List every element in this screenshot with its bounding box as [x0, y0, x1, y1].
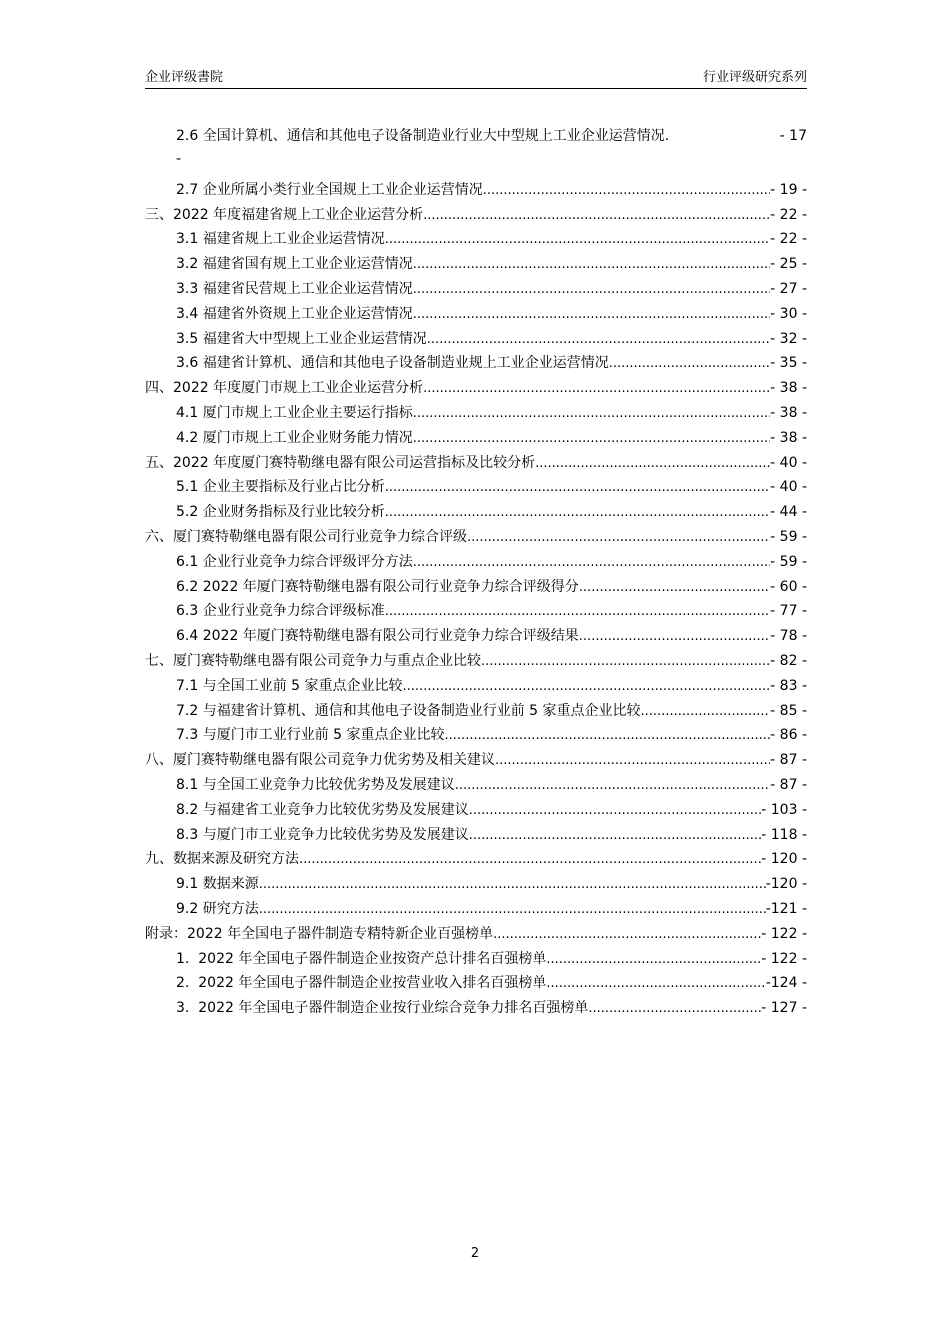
- toc-entry-number: 八、: [145, 752, 173, 769]
- toc-entry-page: - 59 -: [770, 553, 807, 570]
- toc-entry-number: 8.3: [176, 826, 203, 843]
- toc-dot-leader: [546, 975, 765, 992]
- toc-entry-title: 与福建省计算机、通信和其他电子设备制造业行业前 5 家重点企业比较: [202, 702, 641, 719]
- toc-dot-leader: [427, 331, 770, 348]
- toc-entry-number: 九、: [145, 851, 173, 868]
- toc-entry[interactable]: [145, 224, 807, 249]
- toc-entry-number: 1.: [176, 950, 199, 967]
- toc-entry[interactable]: [145, 596, 807, 621]
- toc-entry[interactable]: [145, 670, 807, 695]
- toc-entry-page: - 120 -: [761, 851, 807, 868]
- toc-entry-number: 6.3: [176, 603, 203, 620]
- toc-entry[interactable]: [145, 819, 807, 844]
- toc-dot-leader: [413, 306, 770, 323]
- toc-entry[interactable]: [145, 571, 807, 596]
- toc-entry-title: 福建省规上工业企业运营情况: [202, 231, 385, 248]
- toc-dot-leader: [641, 703, 771, 720]
- toc-entry-number: 4.2: [176, 429, 203, 446]
- toc-dot-leader: [535, 455, 770, 472]
- toc-entry-page: - 32 -: [770, 330, 807, 347]
- toc-entry-title: 福建省计算机、通信和其他电子设备制造业规上工业企业运营情况: [202, 355, 609, 372]
- toc-entry-title: 福建省大中型规上工业企业运营情况: [202, 330, 427, 347]
- toc-entry-page: - 77 -: [770, 603, 807, 620]
- toc-entry-page: - 103 -: [761, 801, 807, 818]
- toc-entry-page-continuation: -: [176, 151, 182, 167]
- page-header: [145, 66, 807, 89]
- toc-entry[interactable]: [145, 968, 807, 993]
- toc-entry-title: 研究方法: [202, 900, 259, 917]
- toc-entry[interactable]: [145, 174, 807, 199]
- toc-entry[interactable]: [145, 298, 807, 323]
- toc-dot-leader: [469, 802, 762, 819]
- toc-entry-number: 7.1: [176, 677, 203, 694]
- toc-entry-number: 四、: [145, 380, 173, 397]
- toc-entry-title: 2022 年全国电子器件制造企业按营业收入排名百强榜单: [198, 975, 547, 992]
- toc-entry-title: 数据来源及研究方法: [173, 851, 299, 868]
- toc-entry-page: -120 -: [765, 876, 807, 893]
- toc-entry-title: 2022 年全国电子器件制造专精特新企业百强榜单: [187, 925, 494, 942]
- toc-dot-leader: [609, 355, 770, 372]
- toc-entry[interactable]: [145, 918, 807, 943]
- toc-dot-leader: [579, 579, 770, 596]
- toc-entry-title: 企业所属小类行业全国规上工业企业运营情况: [202, 181, 483, 198]
- toc-entry-title: 2022 年度福建省规上工业企业运营分析: [173, 206, 424, 223]
- toc-entry-page: - 82 -: [770, 652, 807, 669]
- toc-entry-page: - 85 -: [770, 702, 807, 719]
- toc-entry-title: 2022 年全国电子器件制造企业按行业综合竞争力排名百强榜单: [198, 1000, 589, 1017]
- toc-entry-number: 3.6: [176, 355, 203, 372]
- header-right-text: 行业评级研究系列: [702, 70, 807, 85]
- toc-entry-number: 3.3: [176, 280, 203, 297]
- toc-entry[interactable]: [145, 844, 807, 869]
- toc-entry-title: 厦门市规上工业企业主要运行指标: [202, 404, 413, 421]
- toc-entry[interactable]: [145, 199, 807, 224]
- toc-entry-page: - 44 -: [770, 504, 807, 521]
- toc-entry-page: - 87 -: [770, 776, 807, 793]
- toc-entry-title: 福建省民营规上工业企业运营情况: [202, 280, 413, 297]
- toc-entry[interactable]: [145, 323, 807, 348]
- toc-entry-number: 9.1: [176, 876, 203, 893]
- toc-entry[interactable]: [145, 720, 807, 745]
- toc-entry-number: 9.2: [176, 900, 203, 917]
- toc-entry-number: 2.6: [176, 128, 203, 144]
- toc-entry-number: 8.1: [176, 776, 203, 793]
- toc-dot-leader: [413, 554, 770, 571]
- toc-entry-title: 企业主要指标及行业占比分析: [202, 479, 385, 496]
- toc-entry-number: 3.2: [176, 256, 203, 273]
- toc-entry-page: - 86 -: [770, 727, 807, 744]
- toc-entry[interactable]: [145, 496, 807, 521]
- toc-entry-number: 五、: [145, 454, 173, 471]
- toc-dot-leader: [413, 281, 770, 298]
- toc-entry-page: - 122 -: [761, 950, 807, 967]
- toc-entry-title: 厦门赛特勒继电器有限公司行业竞争力综合评级: [173, 528, 467, 545]
- toc-entry[interactable]: [145, 893, 807, 918]
- toc-entry[interactable]: [145, 472, 807, 497]
- toc-dot-leader: [546, 951, 761, 968]
- toc-entry[interactable]: [145, 348, 807, 373]
- toc-entry-page: - 59 -: [770, 528, 807, 545]
- toc-entry-number: 6.4: [176, 628, 203, 645]
- toc-dot-leader: [445, 727, 771, 744]
- toc-dot-leader: [259, 901, 766, 918]
- toc-entry-number: 七、: [145, 652, 173, 669]
- toc-entry-title: 福建省国有规上工业企业运营情况: [202, 256, 413, 273]
- toc-entry-page: - 22 -: [770, 206, 807, 223]
- toc-entry[interactable]: [145, 248, 807, 273]
- toc-dot-leader: [299, 851, 761, 868]
- toc-entry-title: 与全国工业前 5 家重点企业比较: [202, 677, 403, 694]
- toc-entry-page: - 30 -: [770, 305, 807, 322]
- toc-entry[interactable]: [145, 620, 807, 645]
- toc-entry-line: [176, 128, 807, 145]
- toc-entry[interactable]: [145, 124, 807, 174]
- toc-dot-leader: [469, 827, 762, 844]
- toc-entry-page: - 27 -: [770, 280, 807, 297]
- toc-entry-title: 企业行业竞争力综合评级标准: [202, 603, 385, 620]
- toc-entry-page: - 35 -: [770, 355, 807, 372]
- toc-entry-page: - 22 -: [770, 231, 807, 248]
- toc-entry[interactable]: [145, 273, 807, 298]
- toc-entry-page: - 25 -: [770, 256, 807, 273]
- toc-entry-number: 3.4: [176, 305, 203, 322]
- toc-entry-number: 三、: [145, 206, 173, 223]
- toc-entry[interactable]: [145, 372, 807, 397]
- toc-entry[interactable]: [145, 868, 807, 893]
- page-number: 2: [470, 1246, 480, 1261]
- toc-entry-page: -124 -: [765, 975, 807, 992]
- toc-entry-number: 8.2: [176, 801, 203, 818]
- toc-entry-page: - 38 -: [770, 404, 807, 421]
- toc-entry[interactable]: [145, 744, 807, 769]
- toc-dot-leader: [385, 504, 770, 521]
- toc-entry-page: -121 -: [765, 900, 807, 917]
- toc-entry[interactable]: [145, 546, 807, 571]
- toc-entry-page: - 40 -: [770, 479, 807, 496]
- toc-entry[interactable]: [145, 695, 807, 720]
- toc-entry-number: 6.1: [176, 553, 203, 570]
- toc-entry[interactable]: [145, 769, 807, 794]
- toc-dot-leader: [413, 430, 770, 447]
- toc-entry-title: 厦门赛特勒继电器有限公司竞争力与重点企业比较: [173, 652, 481, 669]
- toc-entry-number: 3.5: [176, 330, 203, 347]
- toc-entry-number: 2.: [176, 975, 199, 992]
- toc-entry-title: 2022 年全国电子器件制造企业按资产总计排名百强榜单: [198, 950, 547, 967]
- toc-dot-leader: [259, 876, 766, 893]
- toc-entry-number: 6.2: [176, 578, 203, 595]
- toc-entry[interactable]: [145, 447, 807, 472]
- toc-entry-title: 2022 年度厦门赛特勒继电器有限公司运营指标及比较分析: [173, 454, 536, 471]
- toc-entry-page: - 78 -: [770, 628, 807, 645]
- toc-entry-title: 厦门赛特勒继电器有限公司竞争力优劣势及相关建议: [173, 752, 495, 769]
- toc-entry-page: - 83 -: [770, 677, 807, 694]
- toc-dot-leader: [588, 1000, 761, 1017]
- toc-entry-page: - 118 -: [761, 826, 807, 843]
- toc-entry-number: 2.7: [176, 181, 203, 198]
- toc-entry-page: - 19 -: [770, 181, 807, 198]
- toc-dot-leader: [413, 256, 770, 273]
- toc-dot-leader: [467, 529, 770, 546]
- toc-dot-leader: [403, 678, 771, 695]
- toc-entry[interactable]: [145, 422, 807, 447]
- toc-entry-title: 2022 年厦门赛特勒继电器有限公司行业竞争力综合评级得分: [202, 578, 579, 595]
- toc-entry-number: 7.3: [176, 727, 203, 744]
- toc-entry-title: 全国计算机、通信和其他电子设备制造业行业大中型规上工业企业运营情况.: [202, 128, 670, 144]
- toc-entry[interactable]: [145, 397, 807, 422]
- toc-dot-leader: [423, 207, 770, 224]
- toc-entry[interactable]: [145, 992, 807, 1017]
- toc-entry-title: 企业财务指标及行业比较分析: [202, 504, 385, 521]
- toc-dot-leader: [483, 182, 770, 199]
- toc-entry-page: - 60 -: [770, 578, 807, 595]
- toc-entry-number: 5.2: [176, 504, 203, 521]
- toc-dot-leader: [495, 752, 770, 769]
- toc-entry-number: 4.1: [176, 404, 203, 421]
- toc-entry-page: - 127 -: [761, 1000, 807, 1017]
- toc-entry-number: 5.1: [176, 479, 203, 496]
- toc-entry-number: 六、: [145, 528, 173, 545]
- toc-entry-page: - 122 -: [761, 925, 807, 942]
- toc-entry-page: - 87 -: [770, 752, 807, 769]
- toc-dot-leader: [455, 777, 770, 794]
- toc-entry-title: 与全国工业竞争力比较优劣势及发展建议: [202, 776, 455, 793]
- toc-entry-page: - 40 -: [770, 454, 807, 471]
- toc-dot-leader: [423, 380, 770, 397]
- toc-entry-number: 7.2: [176, 702, 203, 719]
- toc-entry[interactable]: [145, 521, 807, 546]
- toc-dot-leader: [385, 603, 770, 620]
- toc-entry-title: 厦门市规上工业企业财务能力情况: [202, 429, 413, 446]
- toc-entry[interactable]: [145, 943, 807, 968]
- toc-entry-title: 与福建省工业竞争力比较优劣势及发展建议: [202, 801, 469, 818]
- toc-entry-title: 福建省外资规上工业企业运营情况: [202, 305, 413, 322]
- toc-dot-leader: [579, 628, 770, 645]
- toc-entry-title: 数据来源: [202, 876, 259, 893]
- toc-entry-page: - 38 -: [770, 380, 807, 397]
- toc-entry-title: 2022 年厦门赛特勒继电器有限公司行业竞争力综合评级结果: [202, 628, 579, 645]
- toc-entry-number: 3.: [176, 1000, 199, 1017]
- toc-entry-number: 3.1: [176, 231, 203, 248]
- toc-entry-title: 2022 年度厦门市规上工业企业运营分析: [173, 380, 424, 397]
- toc-dot-leader: [493, 926, 761, 943]
- toc-entry[interactable]: [145, 794, 807, 819]
- toc-entry[interactable]: [145, 645, 807, 670]
- header-left-text: 企业评级書院: [145, 70, 224, 85]
- toc-entry-title: 企业行业竞争力综合评级评分方法: [202, 553, 413, 570]
- toc-entry-title: 与厦门市工业竞争力比较优劣势及发展建议: [202, 826, 469, 843]
- toc-entry-page: - 17: [779, 128, 807, 144]
- toc-dot-leader: [385, 231, 770, 248]
- toc-dot-leader: [481, 653, 770, 670]
- toc-entry-page: - 38 -: [770, 429, 807, 446]
- toc-dot-leader: [413, 405, 770, 422]
- table-of-contents: [145, 124, 807, 1017]
- toc-dot-leader: [385, 479, 770, 496]
- toc-entry-number: 附录：: [145, 925, 187, 942]
- toc-entry-title: 与厦门市工业行业前 5 家重点企业比较: [202, 727, 445, 744]
